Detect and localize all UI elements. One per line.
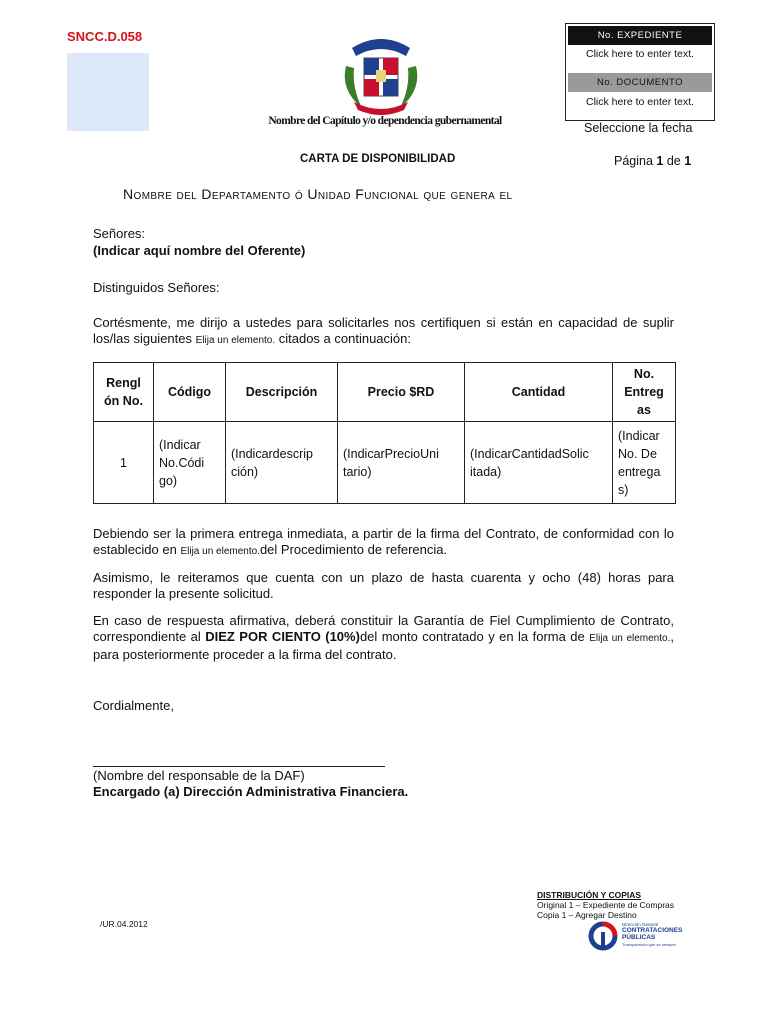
department-name[interactable]: Nombre del Departamento ó Unidad Funcional que genera el (123, 186, 513, 202)
paragraph-guarantee (93, 613, 674, 663)
col-header-codigo: Código (154, 363, 226, 422)
expediente-box (565, 23, 715, 121)
page-current: 1 (656, 154, 664, 168)
para1-text-b: citados a continuación: (275, 331, 411, 346)
paragraph-request (93, 315, 674, 349)
distribution-copy: Copia 1 – Agregar Destino (537, 910, 637, 920)
guarantee-percent: DIEZ POR CIENTO (10%) (205, 629, 360, 644)
documento-field[interactable]: Click here to enter text. (586, 96, 694, 108)
distribution-original: Original 1 – Expediente de Compras (537, 900, 675, 910)
cell-descripcion[interactable]: (Indicardescrip ción) (226, 422, 338, 504)
para2-text-b: del Procedimiento de referencia. (259, 542, 448, 557)
logo-placeholder[interactable] (67, 53, 149, 131)
dgcp-emblem-icon (586, 920, 620, 952)
page-total: 1 (684, 154, 692, 168)
recipient-name[interactable]: (Indicar aquí nombre del Oferente) (93, 243, 306, 258)
item-type-dropdown[interactable]: Elija un elemento. (195, 335, 276, 346)
col-header-descripcion: Descripción (226, 363, 338, 422)
cell-cantidad[interactable]: (IndicarCantidadSolic itada) (465, 422, 613, 504)
page-prefix: Página (614, 154, 657, 168)
paragraph-deadline: Asimismo, le reiteramos que cuenta con un plazo de hasta cuarenta y ocho (48) horas para responder la presente solicitud. (93, 570, 674, 601)
closing: Cordialmente, (93, 698, 174, 713)
table-row (94, 422, 676, 504)
documento-label: No. DOCUMENTO (568, 73, 712, 92)
guarantee-form-dropdown[interactable]: Elija un elemento. (589, 633, 671, 644)
dgcp-logo (586, 920, 686, 952)
paragraph-delivery (93, 526, 674, 560)
dgcp-line2: CONTRATACIONES (622, 927, 683, 934)
date-picker[interactable]: Seleccione la fecha (584, 121, 693, 135)
col-header-precio: Precio $RD (338, 363, 465, 422)
expediente-label: No. EXPEDIENTE (568, 26, 712, 45)
chapter-name: Nombre del Capítulo y/o dependencia gubernamental (268, 115, 502, 127)
cell-renglon[interactable]: 1 (94, 422, 154, 504)
col-header-cantidad: Cantidad (465, 363, 613, 422)
col-header-entregas: No. Entreg as (613, 363, 676, 422)
items-table (93, 362, 676, 504)
para2-text-a: Debiendo ser la primera entrega inmediata, a partir de la firma del Contrato, de conformidad con lo establecido en (93, 526, 674, 557)
coat-of-arms-icon (332, 26, 430, 120)
distribution-title: DISTRIBUCIÓN Y COPIAS (537, 890, 642, 900)
cell-precio[interactable]: (IndicarPrecioUni tario) (338, 422, 465, 504)
para1-text-a: Cortésmente, me dirijo a ustedes para solicitarles nos certifiquen si están en capacidad de suplir los/las siguientes (93, 315, 674, 346)
signature-line (93, 766, 385, 767)
para4-text-c: , para posteriormente proceder a la firma del contrato. (93, 629, 674, 662)
col-header-renglon: Rengl ón No. (94, 363, 154, 422)
signer-name[interactable]: (Nombre del responsable de la DAF) (93, 768, 305, 783)
expediente-field[interactable]: Click here to enter text. (586, 48, 694, 60)
reference-dropdown[interactable]: Elija un elemento. (180, 546, 260, 557)
page-of: de (663, 154, 685, 168)
cell-codigo[interactable]: (Indicar No.Códi go) (154, 422, 226, 504)
page-number (614, 154, 691, 168)
para4-text-b: del monto contratado y en la forma de (359, 629, 590, 644)
greeting: Distinguidos Señores: (93, 280, 220, 295)
dgcp-line4: Transparencia que se siempre (622, 942, 676, 947)
distribution-block (537, 890, 674, 920)
dgcp-line3: PÚBLICAS (622, 934, 656, 941)
para4-text-a: En caso de respuesta afirmativa, deberá constituir la Garantía de Fiel Cumplimiento de Contrato, correspondiente al (93, 613, 674, 644)
cell-entregas[interactable]: (Indicar No. De entrega s) (613, 422, 676, 504)
revision-code: /UR.04.2012 (100, 919, 148, 929)
table-header-row (94, 363, 676, 422)
form-code: SNCC.D.058 (67, 29, 143, 44)
dgcp-line1: Dirección General (622, 922, 659, 927)
document-title: CARTA DE DISPONIBILIDAD (300, 153, 456, 165)
salutation: Señores: (93, 226, 146, 241)
signer-title: Encargado (a) Dirección Administrativa Financiera. (93, 784, 409, 799)
